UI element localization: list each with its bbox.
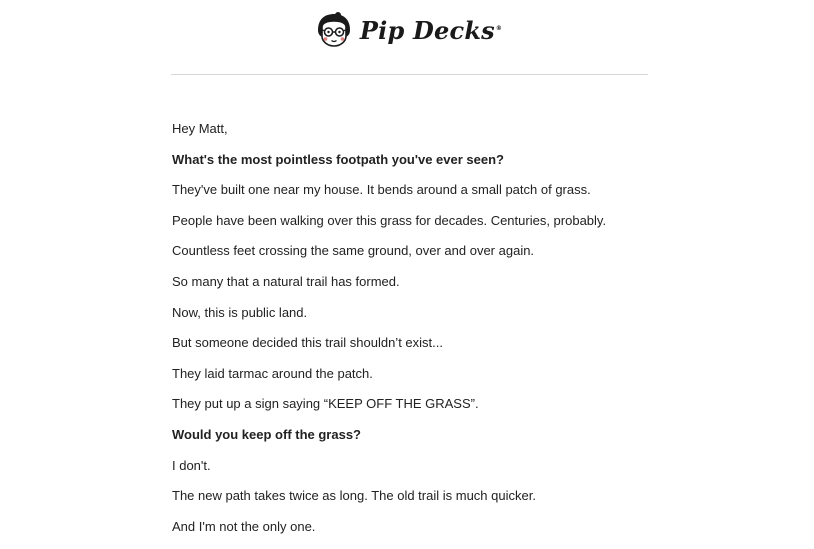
brand-name: Pip Decks®	[359, 15, 503, 45]
body-paragraph: So many that a natural trail has formed.	[172, 273, 400, 289]
email-body	[172, 121, 652, 549]
registered-mark: ®	[495, 24, 503, 32]
body-paragraph: People have been walking over this grass for decades. Centuries, probably.	[172, 212, 607, 228]
email-question-heading: Would you keep off the grass?	[172, 426, 362, 442]
email-question-heading: What's the most pointless footpath you've ever seen?	[172, 151, 504, 167]
body-paragraph: They've built one near my house. It bends around a small patch of grass.	[172, 182, 591, 198]
cartoon-face-logo-icon	[312, 12, 356, 48]
greeting: Hey Matt,	[172, 121, 228, 136]
body-paragraph: I don't.	[172, 457, 211, 473]
body-paragraph: But someone decided this trail shouldn’t exist...	[172, 335, 443, 351]
email-header	[0, 8, 814, 52]
brand-logo[interactable]	[312, 12, 502, 48]
body-paragraph: They laid tarmac around the patch.	[172, 365, 373, 381]
body-paragraph: The new path takes twice as long. The old trail is much quicker.	[172, 488, 536, 504]
body-paragraph: Countless feet crossing the same ground, over and over again.	[172, 243, 535, 259]
header-divider	[171, 74, 648, 75]
body-paragraph: They put up a sign saying “KEEP OFF THE GRASS”.	[172, 396, 479, 412]
body-paragraph: And I'm not the only one.	[172, 518, 316, 534]
body-paragraph: Now, this is public land.	[172, 304, 308, 320]
